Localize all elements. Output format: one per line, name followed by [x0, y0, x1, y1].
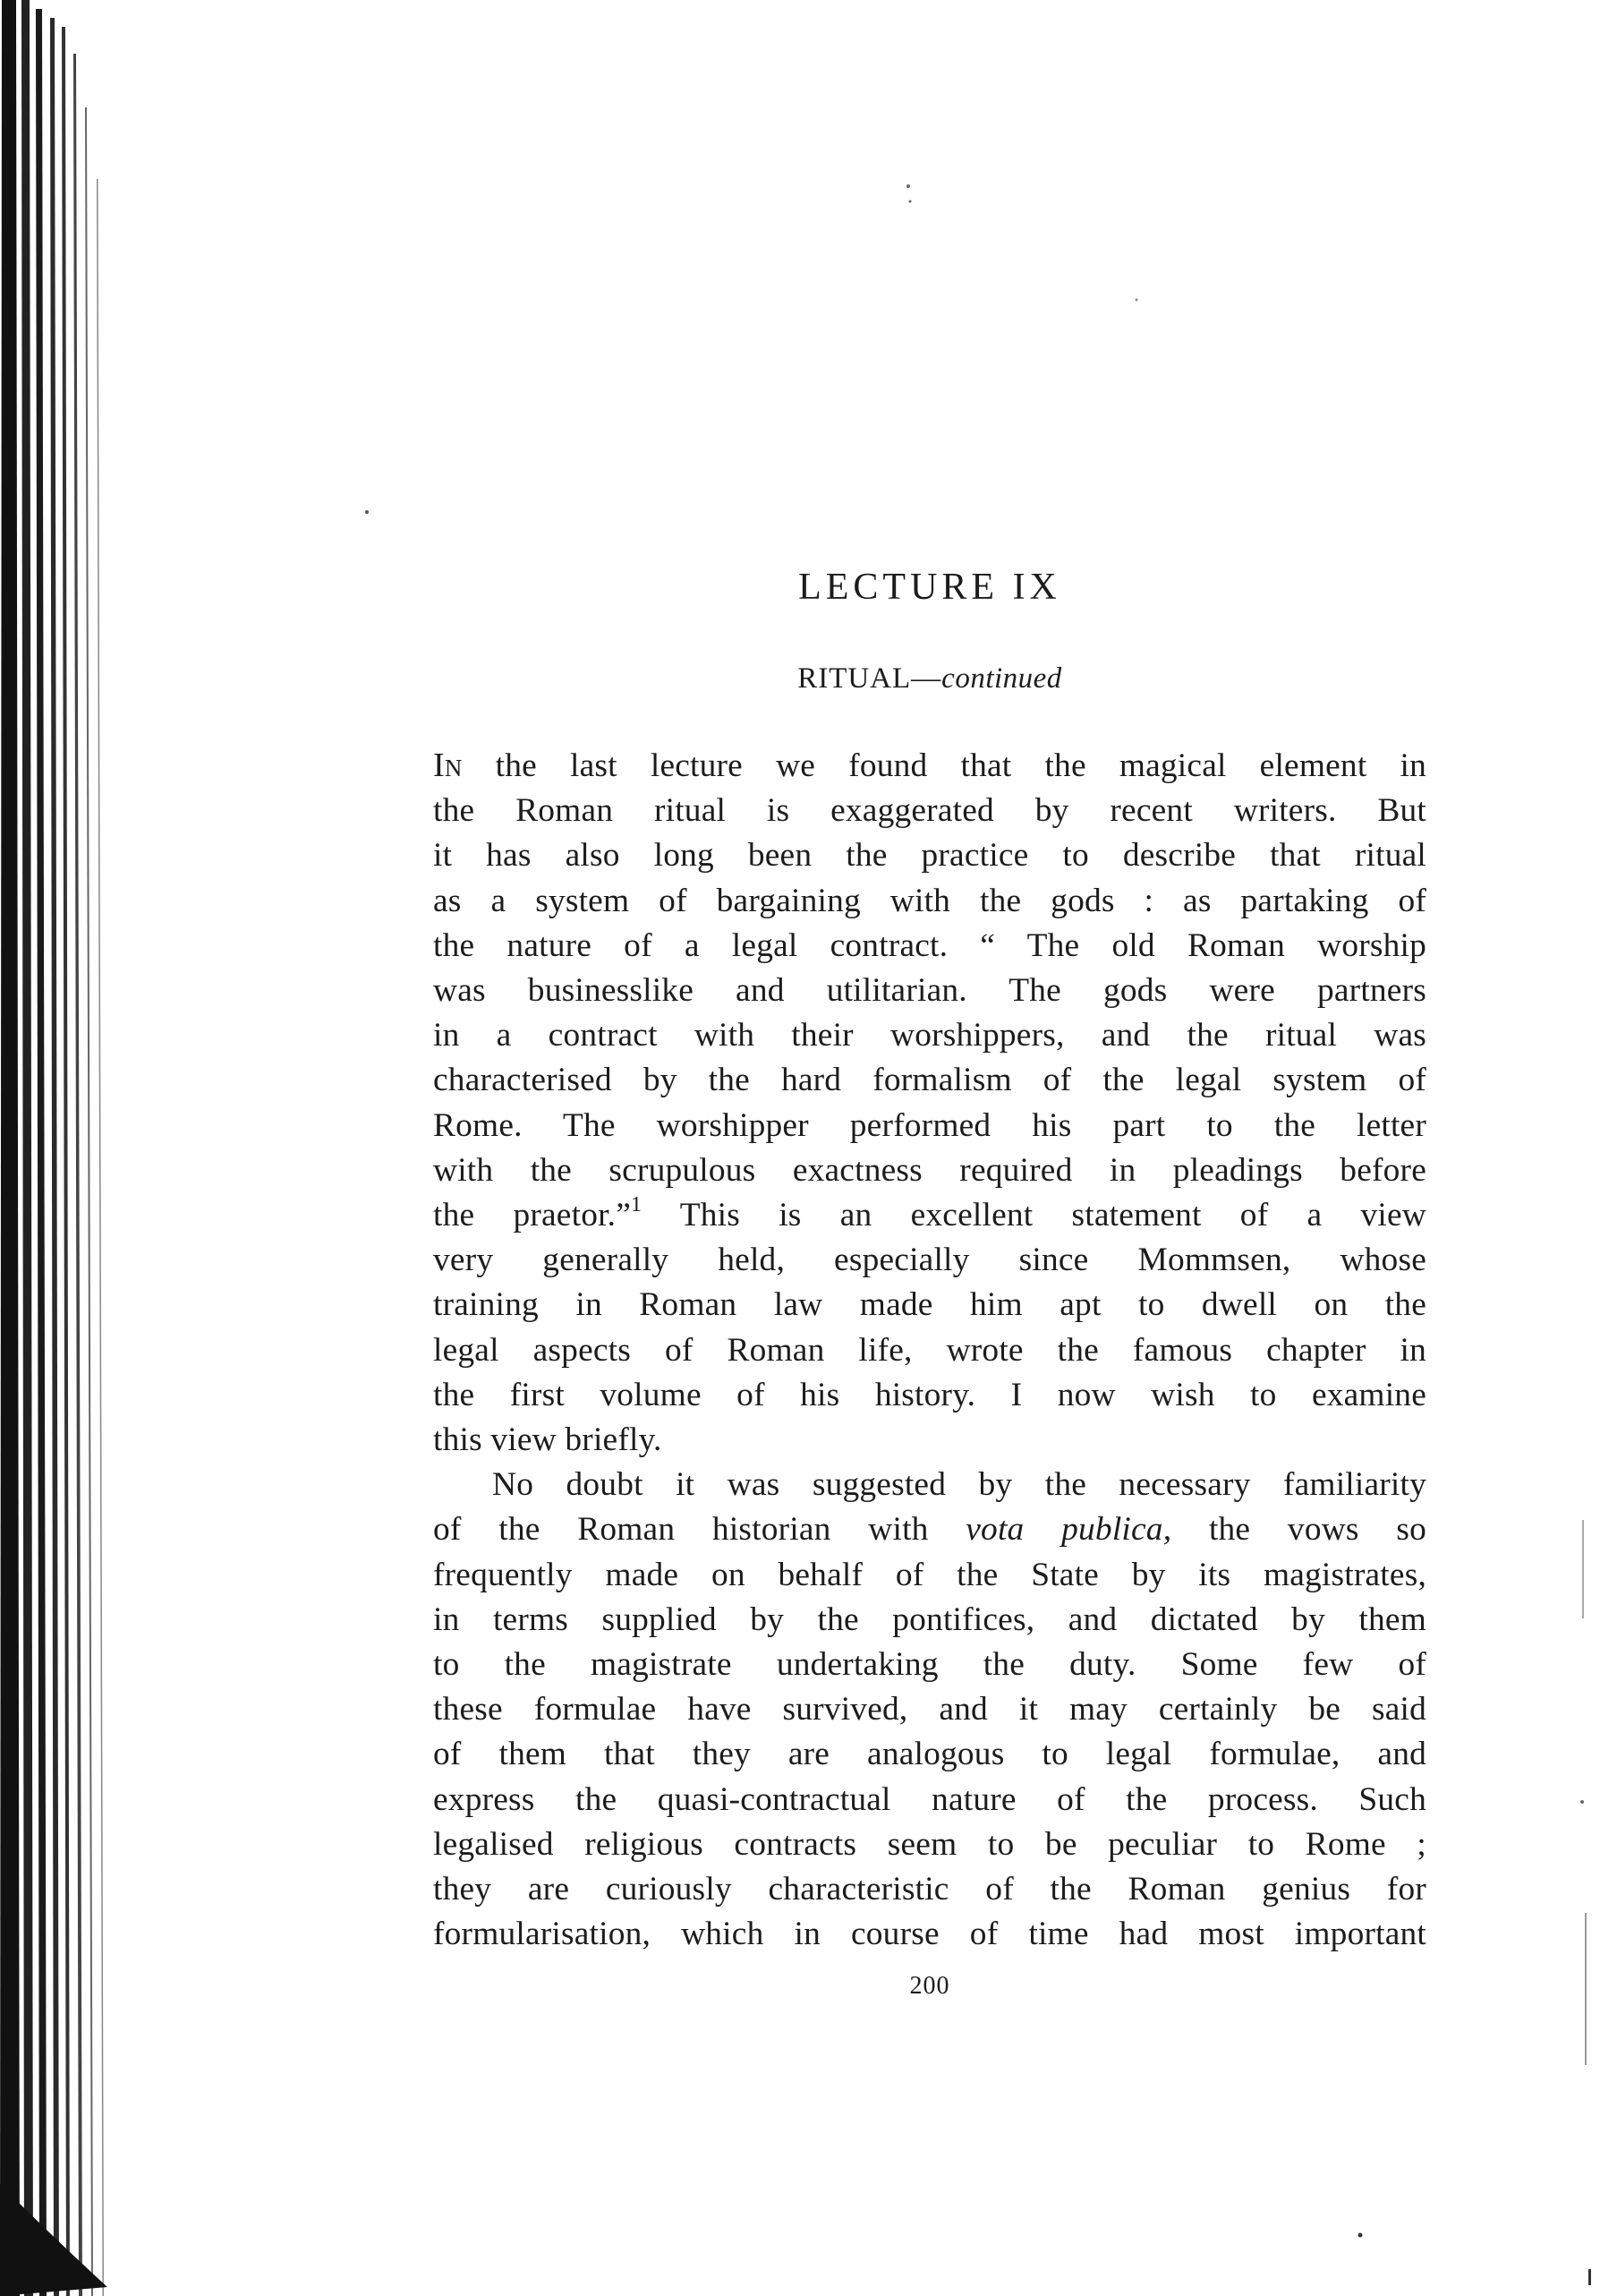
lecture-heading: LECTURE IX [798, 567, 1061, 608]
text-line: in a contract with their worshippers, and the ritual was [433, 1017, 1426, 1054]
subheading-italic: continued [941, 662, 1062, 695]
text-line: as a system of bargaining with the gods : as partaking of [433, 882, 1426, 919]
text-line: In the last lecture we found that the magical element in [433, 747, 1426, 784]
body-text [433, 743, 1426, 1957]
text-line: these formulae have survived, and it may certainly be said [433, 1691, 1426, 1728]
text-line: very generally held, especially since Mommsen, whose [433, 1242, 1426, 1279]
text-line: was businesslike and utilitarian. The gods were partners [433, 972, 1426, 1010]
subheading-dash: — [911, 662, 942, 695]
text-line: formularisation, which in course of time had most important [433, 1916, 1426, 1953]
text-line: characterised by the hard formalism of the legal system of [433, 1062, 1426, 1099]
text-line: the Roman ritual is exaggerated by recent writers. But [433, 792, 1426, 830]
text-line: to the magistrate undertaking the duty. Some few of [433, 1646, 1426, 1684]
footnote-marker: 1 [631, 1193, 643, 1217]
text-line: it has also long been the practice to describe that ritual [433, 837, 1426, 875]
text-line: Rome. The worshipper performed his part to the letter [433, 1106, 1426, 1144]
text-line: the nature of a legal contract. “ The old Roman worship [433, 926, 1426, 964]
section-subheading [433, 659, 1426, 698]
subheading-main: RITUAL [797, 662, 912, 695]
text-line: the first volume of his history. I now wish to examine [433, 1376, 1426, 1413]
text-line: frequently made on behalf of the State by its magistrates, [433, 1556, 1426, 1593]
text-line: of them that they are analogous to legal formulae, and [433, 1736, 1426, 1773]
text-line: express the quasi-contractual nature of the process. Such [433, 1780, 1426, 1818]
text-line: legal aspects of Roman life, wrote the famous chapter in [433, 1331, 1426, 1369]
page-number: 200 [909, 1972, 950, 2000]
text-line: with the scrupulous exactness required in pleadings before [433, 1151, 1426, 1189]
text-line: the praetor.”$^1$ This is an excellent statement of a view [433, 1193, 1427, 1234]
text-line: of the Roman historian with vota publica, the vows so [433, 1511, 1427, 1549]
text-line: in terms supplied by the pontifices, and dictated by them [433, 1600, 1426, 1638]
text-line: this view briefly. [433, 1421, 662, 1459]
lead-caps: In [433, 747, 463, 784]
text-line: they are curiously characteristic of the Roman genius for [433, 1871, 1426, 1908]
text-line: No doubt it was suggested by the necessary familiarity [492, 1466, 1426, 1504]
italic-term: vota publica, [966, 1511, 1172, 1549]
text-line: legalised religious contracts seem to be peculiar to Rome ; [433, 1825, 1426, 1863]
text-line: training in Roman law made him apt to dwell on the [433, 1286, 1426, 1324]
